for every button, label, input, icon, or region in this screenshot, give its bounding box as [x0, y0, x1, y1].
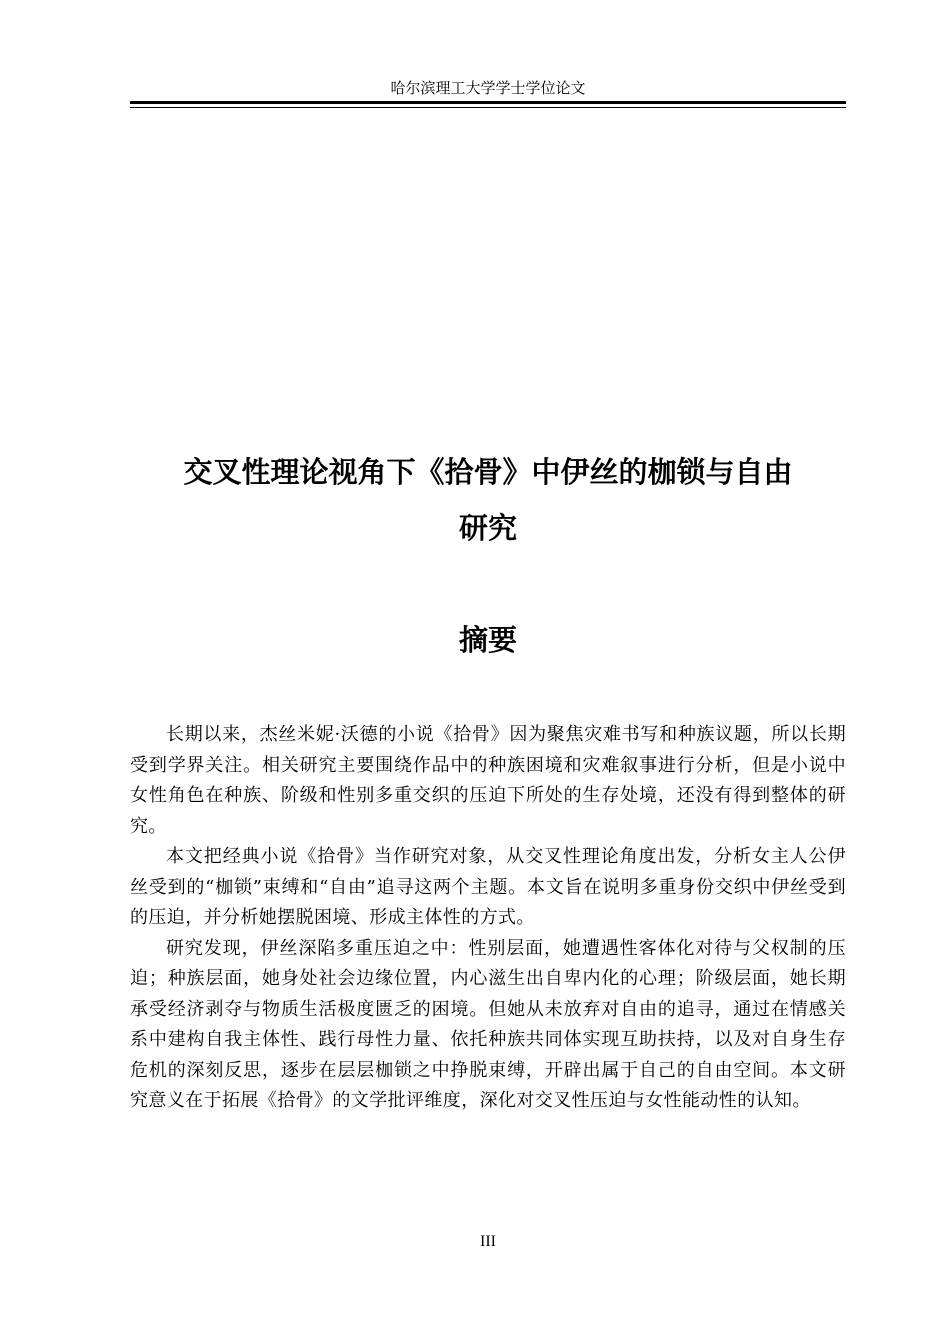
thesis-title-line-2: 研究 [458, 511, 517, 545]
abstract-paragraph-2: 本文把经典小说《拾骨》当作研究对象，从交叉性理论角度出发，分析女主人公伊丝受到的“枷锁”束缚和“自由”追寻这两个主题。本文旨在说明多重身份交织中伊丝受到的压迫，并分析她摆脱困境、形成主体性的方式。 [130, 846, 846, 928]
abstract-body [130, 720, 846, 1117]
header-double-rule [130, 101, 846, 108]
running-header: 哈尔滨理工大学学士学位论文 [390, 79, 586, 97]
page-number: III [480, 1233, 496, 1250]
abstract-paragraph-3: 研究发现，伊丝深陷多重压迫之中：性别层面，她遭遇性客体化对待与父权制的压迫；种族层面，她身处社会边缘位置，内心滋生出自卑内化的心理；阶级层面，她长期承受经济剥夺与物质生活极度匮乏的困境。但她从未放弃对自由的追寻，通过在情感关系中建构自我主体性、践行母性力量、依托种族共同体实现互助扶持，以及对自身生存危机的深刻反思，逐步在层层枷锁之中挣脱束缚，开辟出属于自己的自由空间。本文研究意义在于拓展《拾骨》的文学批评维度，深化对交叉性压迫与女性能动性的认知。 [130, 937, 846, 1111]
abstract-paragraph-1: 长期以来，杰丝米妮·沃德的小说《拾骨》因为聚焦灾难书写和种族议题，所以长期受到学界关注。相关研究主要围绕作品中的种族困境和灾难叙事进行分析，但是小说中女性角色在种族、阶级和性别多重交织的压迫下所处的生存处境，还没有得到整体的研究。 [130, 724, 846, 837]
abstract-heading: 摘要 [458, 623, 517, 657]
thesis-title [130, 444, 846, 556]
thesis-title-line-1: 交叉性理论视角下《拾骨》中伊丝的枷锁与自由 [183, 455, 793, 489]
